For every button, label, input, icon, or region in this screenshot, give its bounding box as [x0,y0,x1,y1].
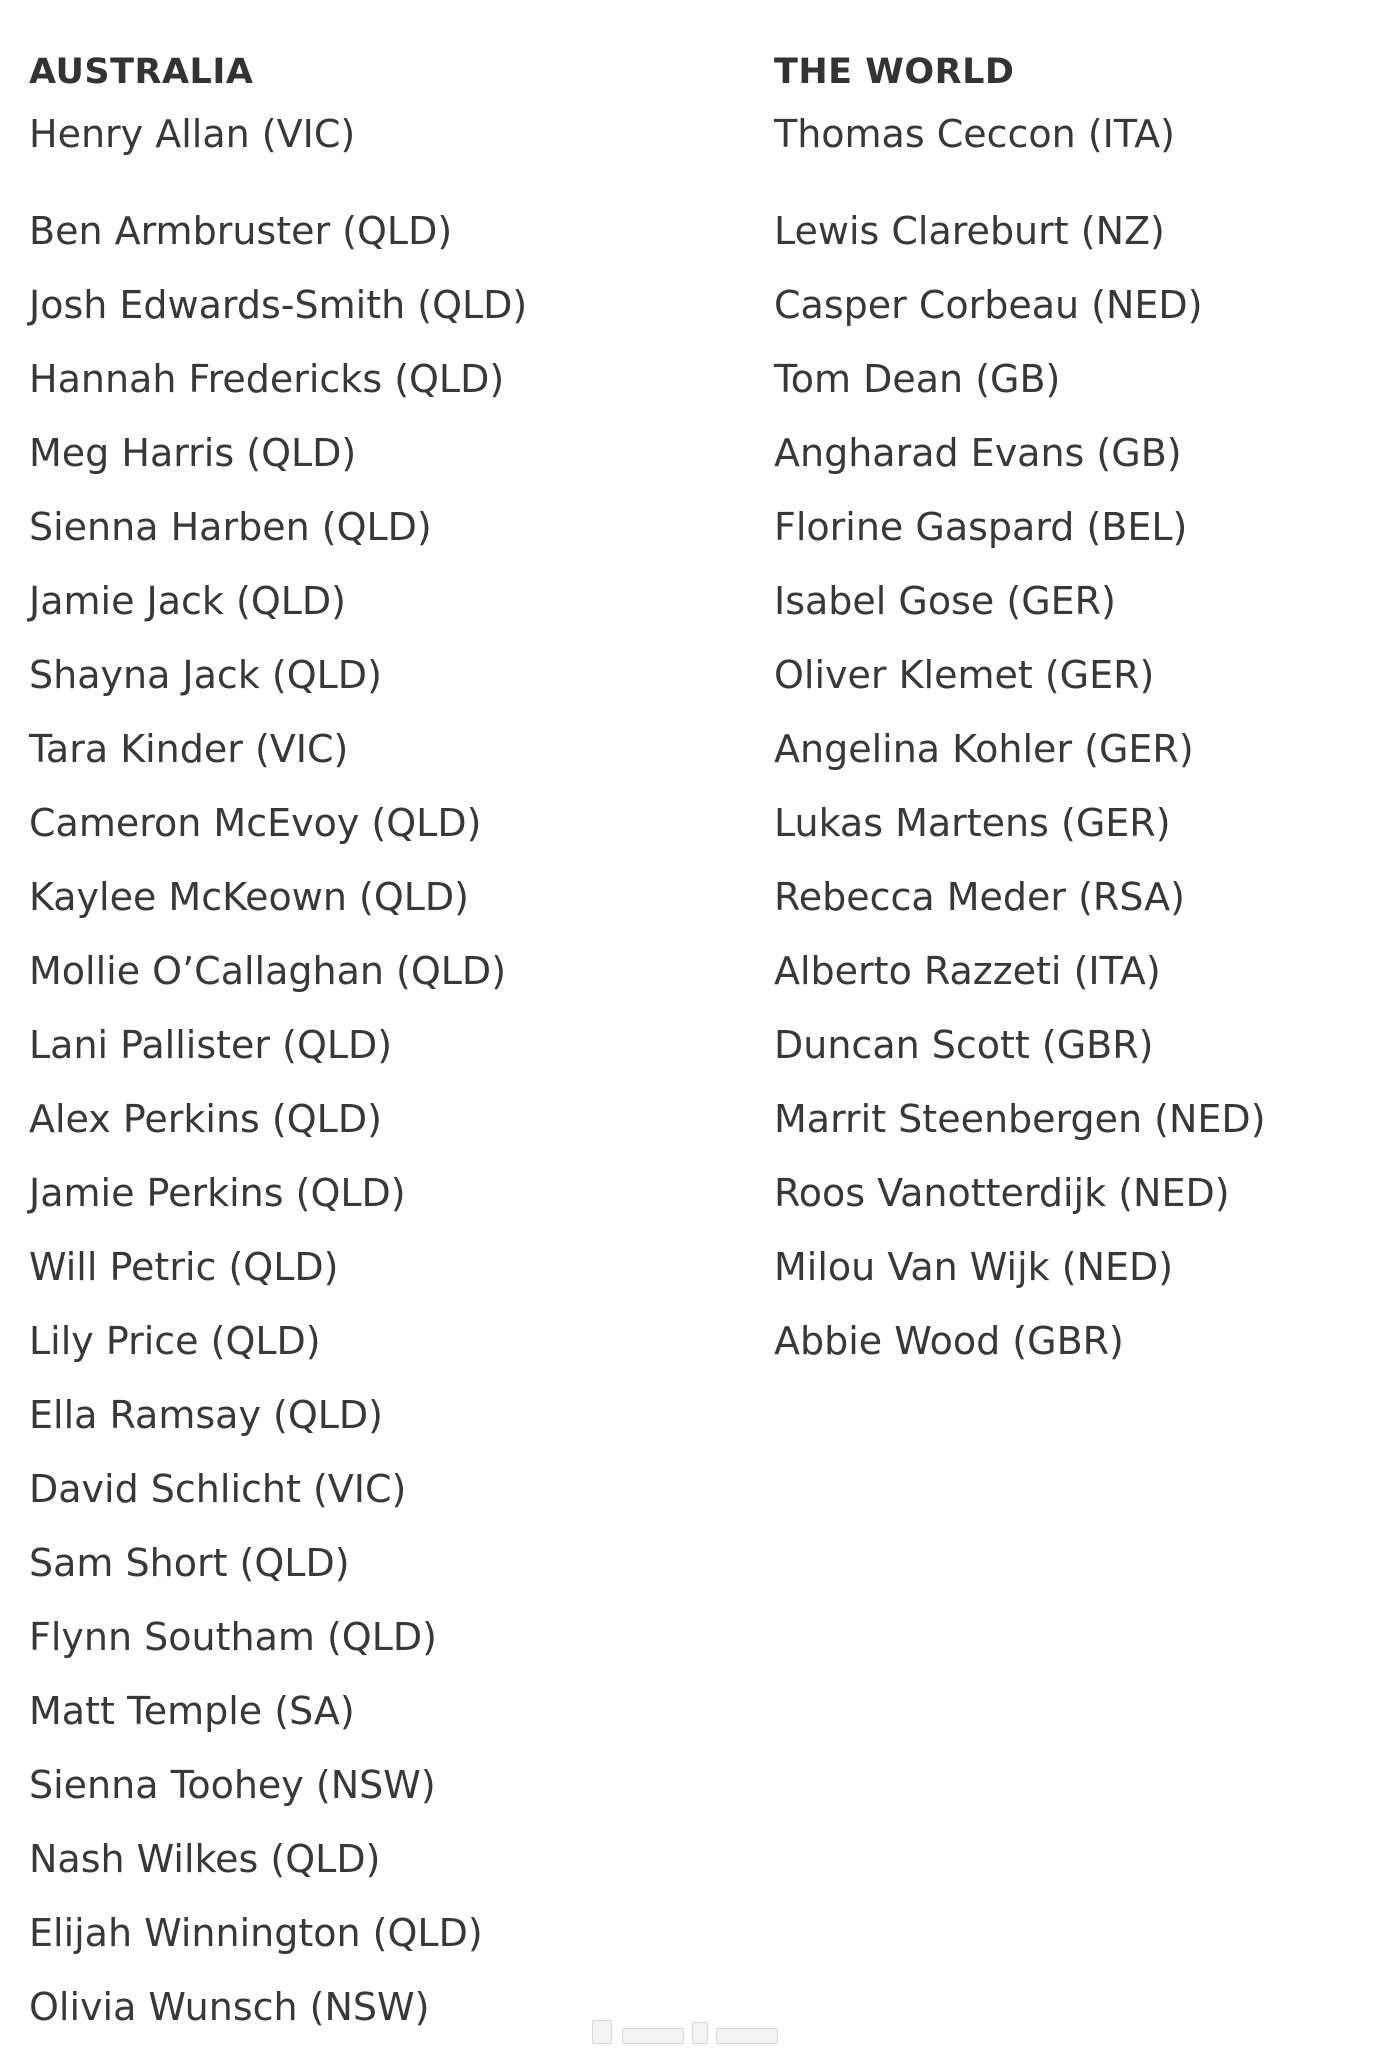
list-item: Angharad Evans (GB) [774,431,1182,475]
list-item: Mollie O’Callaghan (QLD) [29,949,507,993]
list-item: Lewis Clareburt (NZ) [774,209,1165,253]
list-item: Olivia Wunsch (NSW) [29,1985,430,2029]
list-item: Roos Vanotterdijk (NED) [774,1171,1230,1215]
list-item: Jamie Perkins (QLD) [29,1171,406,1215]
list-item: Marrit Steenbergen (NED) [774,1097,1266,1141]
world-name-list [774,112,1364,1378]
list-item: Sienna Harben (QLD) [29,505,432,549]
list-item: Rebecca Meder (RSA) [774,875,1185,919]
list-item: Sam Short (QLD) [29,1541,350,1585]
list-item: Oliver Klemet (GER) [774,653,1155,697]
list-item: Sienna Toohey (NSW) [29,1763,436,1807]
list-item: Nash Wilkes (QLD) [29,1837,381,1881]
list-item: Duncan Scott (GBR) [774,1023,1154,1067]
list-item: Matt Temple (SA) [29,1689,355,1733]
list-item: Florine Gaspard (BEL) [774,505,1188,549]
list-item: Josh Edwards-Smith (QLD) [29,283,528,327]
australia-heading: AUSTRALIA [29,52,254,92]
list-item: Thomas Ceccon (ITA) [774,112,1175,156]
list-item: Henry Allan (VIC) [29,112,356,156]
list-item: David Schlicht (VIC) [29,1467,407,1511]
list-item: Lukas Martens (GER) [774,801,1171,845]
list-item: Elijah Winnington (QLD) [29,1911,483,1955]
list-item: Flynn Southam (QLD) [29,1615,437,1659]
list-item: Tara Kinder (VIC) [29,727,349,771]
list-item: Tom Dean (GB) [774,357,1061,401]
list-item: Alex Perkins (QLD) [29,1097,382,1141]
australia-column [29,46,729,2044]
world-heading: THE WORLD [774,52,1015,92]
list-item: Cameron McEvoy (QLD) [29,801,482,845]
list-item: Ben Armbruster (QLD) [29,209,453,253]
list-item: Abbie Wood (GBR) [774,1319,1124,1363]
list-item: Ella Ramsay (QLD) [29,1393,384,1437]
list-item: Casper Corbeau (NED) [774,283,1203,327]
watermark-logo [592,2020,786,2044]
list-item: Kaylee McKeown (QLD) [29,875,469,919]
world-column [774,46,1364,1378]
list-item: Isabel Gose (GER) [774,579,1116,623]
list-item: Alberto Razzeti (ITA) [774,949,1161,993]
list-item: Lani Pallister (QLD) [29,1023,393,1067]
list-item: Angelina Kohler (GER) [774,727,1194,771]
list-item: Milou Van Wijk (NED) [774,1245,1174,1289]
list-item: Jamie Jack (QLD) [29,579,346,623]
list-item: Lily Price (QLD) [29,1319,321,1363]
list-item: Shayna Jack (QLD) [29,653,382,697]
list-item: Hannah Fredericks (QLD) [29,357,505,401]
australia-name-list [29,112,729,2044]
list-item: Meg Harris (QLD) [29,431,357,475]
list-item: Will Petric (QLD) [29,1245,339,1289]
